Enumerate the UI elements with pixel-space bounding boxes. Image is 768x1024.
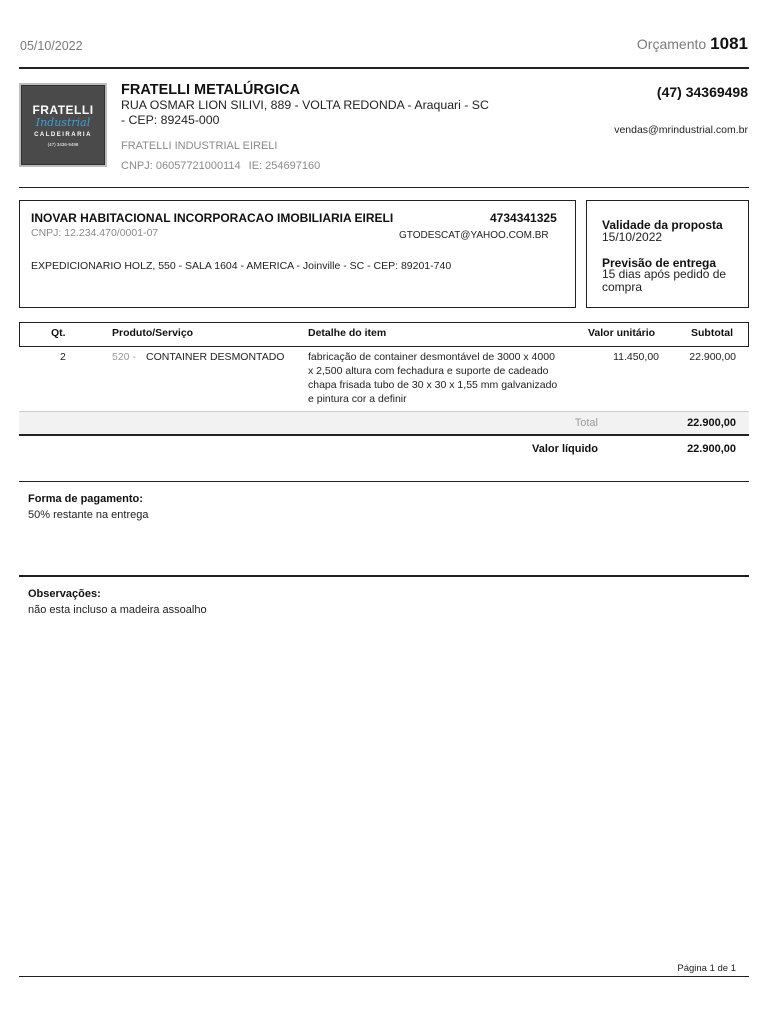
- company-email: vendas@mrindustrial.com.br: [614, 124, 748, 136]
- footer-divider: [19, 976, 749, 977]
- header-qty: Qt.: [51, 327, 66, 339]
- row-detail: fabricação de container desmontável de 3000 x 4000 x 2,500 altura com fechadura e suporte de cadeado chapa frisada tubo de 30 x 30 x 1,55 mm galvanizado e pintura cor a definir: [308, 351, 558, 405]
- quote-title: [637, 34, 748, 54]
- logo-text-caldeiraria: CALDEIRARIA: [34, 132, 92, 138]
- header-divider: [19, 67, 749, 69]
- row-product-name: CONTAINER DESMONTADO: [146, 351, 285, 363]
- notes-text: não esta incluso a madeira assoalho: [28, 604, 207, 616]
- company-divider: [19, 187, 749, 188]
- client-cnpj: CNPJ: 12.234.470/0001-07: [31, 227, 159, 239]
- company-name: FRATELLI METALÚRGICA: [121, 82, 301, 98]
- delivery-label: Previsão de entrega: [602, 256, 717, 270]
- row-qty: 2: [60, 351, 66, 363]
- page-number: Página 1 de 1: [677, 963, 736, 974]
- delivery-value: 15 dias após pedido de compra: [602, 267, 727, 294]
- validity-label: Validade da proposta: [602, 218, 723, 232]
- company-ie: IE: 254697160: [248, 160, 321, 172]
- payment-text: 50% restante na entrega: [28, 509, 149, 521]
- net-value: 22.900,00: [687, 443, 736, 455]
- payment-title: Forma de pagamento:: [28, 493, 143, 505]
- header-subtotal: Subtotal: [691, 327, 733, 339]
- row-product-code: 520 -: [112, 351, 136, 363]
- logo-text-fratelli: FRATELLI: [32, 103, 94, 117]
- client-phone: 4734341325: [490, 211, 557, 225]
- company-ids: [121, 160, 320, 172]
- quote-label: Orçamento: [636, 36, 707, 52]
- row-unit-price: 11.450,00: [613, 351, 659, 363]
- company-logo: [19, 83, 107, 167]
- totals-divider: [19, 481, 749, 482]
- document-date: 05/10/2022: [20, 39, 83, 53]
- company-legal-name: FRATELLI INDUSTRIAL EIRELI: [121, 140, 278, 152]
- client-name: INOVAR HABITACIONAL INCORPORACAO IMOBILIARIA EIRELI: [31, 211, 394, 225]
- company-cnpj: CNPJ: 06057721000114: [121, 160, 241, 172]
- logo-text-industrial: Industrial: [35, 116, 91, 129]
- payment-divider: [19, 575, 749, 577]
- total-band: [19, 411, 749, 436]
- total-value: 22.900,00: [687, 417, 736, 429]
- total-label: Total: [574, 417, 598, 429]
- client-email: GTODESCAT@YAHOO.COM.BR: [399, 230, 549, 241]
- row-subtotal: 22.900,00: [689, 351, 736, 363]
- validity-value: 15/10/2022: [602, 230, 663, 244]
- logo-text-phone: (47) 3436-9498: [47, 142, 79, 147]
- net-value-label: Valor líquido: [531, 443, 598, 455]
- company-phone: (47) 34369498: [656, 84, 748, 100]
- company-address: RUA OSMAR LION SILIVI, 889 - VOLTA REDONDA - Araquari - SC - CEP: 89245-000: [121, 98, 489, 127]
- header-unit-price: Valor unitário: [588, 327, 656, 339]
- header-product: Produto/Serviço: [112, 327, 194, 339]
- header-detail: Detalhe do item: [308, 327, 387, 339]
- quote-number: 1081: [710, 34, 748, 53]
- client-address: EXPEDICIONARIO HOLZ, 550 - SALA 1604 - AMERICA - Joinville - SC - CEP: 89201-740: [31, 260, 452, 272]
- notes-title: Observações:: [28, 588, 101, 600]
